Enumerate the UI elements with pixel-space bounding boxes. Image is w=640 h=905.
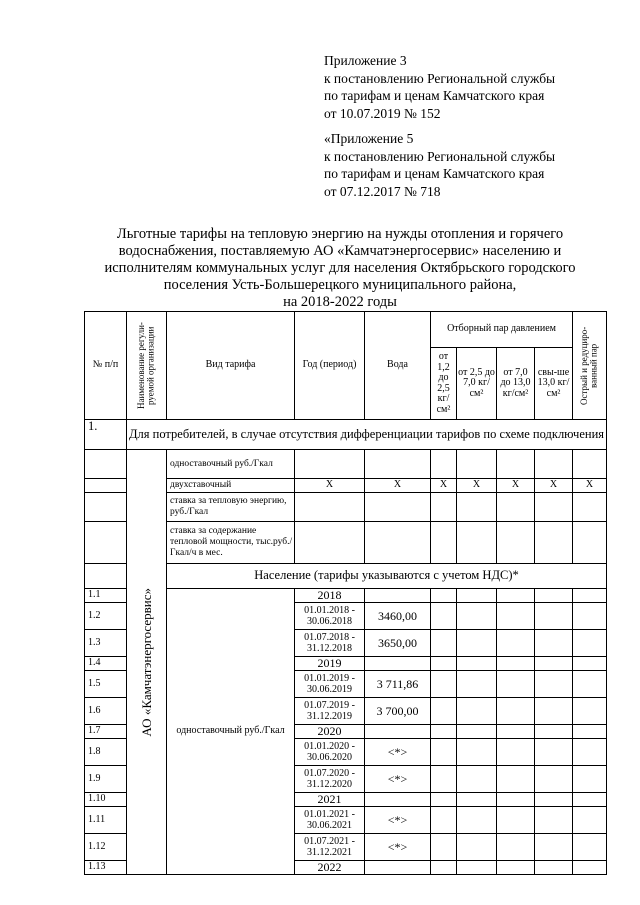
x-mark: X xyxy=(573,479,607,493)
row-num: 1.10 xyxy=(85,793,127,807)
header-pressure-4: свы-ше 13,0 кг/см² xyxy=(535,348,573,420)
row-period: 2020 xyxy=(295,725,365,739)
row-period: 2018 xyxy=(295,589,365,603)
energy-rate-label: ставка за тепловую энергию, руб./Гкал xyxy=(167,493,295,522)
row-num: 1.4 xyxy=(85,657,127,671)
capacity-rate-label: ставка за содержание тепловой мощности, тыс.руб./Гкал/ч в мес. xyxy=(167,522,295,564)
row-period: 01.07.2020 - 31.12.2020 xyxy=(295,766,365,793)
appendix-line: Приложение 3 xyxy=(324,53,407,68)
x-mark: X xyxy=(431,479,457,493)
section-label: Для потребителей, в случае отсутствия дифференциации тарифов по схеме подключения xyxy=(127,420,607,450)
document-title xyxy=(80,226,600,311)
population-tariff-label: одноставочный руб./Гкал xyxy=(167,589,295,875)
header-pressure-2: от 2,5 до 7,0 кг/см² xyxy=(457,348,497,420)
appendix-line: к постановлению Региональной службы xyxy=(324,70,556,86)
row-value xyxy=(365,589,431,603)
row-value xyxy=(365,657,431,671)
org-name-cell: АО «Камчатэнергосервис» xyxy=(127,450,167,875)
empty-cell xyxy=(85,479,127,493)
appendix-5-block xyxy=(324,130,624,200)
row-value: 3 700,00 xyxy=(365,698,431,725)
title-line: исполнителям коммунальных услуг для населения Октябрьского городского xyxy=(104,260,576,276)
row-num: 1.12 xyxy=(85,834,127,861)
x-mark: X xyxy=(365,479,431,493)
row-num: 1.11 xyxy=(85,807,127,834)
title-line: поселения Усть-Большерецкого муниципального района, xyxy=(163,277,517,293)
appendix-3-block xyxy=(324,52,624,122)
tariff-table xyxy=(84,311,607,875)
row-period: 2019 xyxy=(295,657,365,671)
appendix-line: от 07.12.2017 № 718 xyxy=(324,183,441,199)
row-num: 1.13 xyxy=(85,861,127,875)
header-steam: Отборный пар давлением xyxy=(431,312,573,348)
row-value: 3650,00 xyxy=(365,630,431,657)
row-period: 01.07.2018 - 31.12.2018 xyxy=(295,630,365,657)
row-period: 01.07.2021 - 31.12.2021 xyxy=(295,834,365,861)
title-line: Льготные тарифы на тепловую энергию на нужды отопления и горячего xyxy=(116,226,564,242)
header-water: Вода xyxy=(365,312,431,420)
row-value: <*> xyxy=(365,807,431,834)
row-period: 01.01.2018 - 30.06.2018 xyxy=(295,603,365,630)
double-rate-label: двухставочный xyxy=(167,479,295,493)
title-line: водоснабжения, поставляемую АО «Камчатэнергосервис» населению и xyxy=(118,243,562,259)
appendix-line: «Приложение 5 xyxy=(324,131,414,146)
header-num: № п/п xyxy=(85,312,127,420)
row-period: 2022 xyxy=(295,861,365,875)
appendix-line: от 10.07.2019 № 152 xyxy=(324,105,441,121)
row-period: 01.01.2020 - 30.06.2020 xyxy=(295,739,365,766)
title-line: на 2018-2022 годы xyxy=(283,294,397,310)
row-num: 1.1 xyxy=(85,589,127,603)
appendix-line: по тарифам и ценам Камчатского края xyxy=(324,166,545,181)
population-label: Население (тарифы указываются с учетом НДС)* xyxy=(167,564,607,589)
row-num: 1.9 xyxy=(85,766,127,793)
row-num: 1.6 xyxy=(85,698,127,725)
header-org: Наименование регули-руемой организации xyxy=(127,312,167,420)
row-value: <*> xyxy=(365,834,431,861)
row-value xyxy=(365,725,431,739)
x-mark: X xyxy=(457,479,497,493)
row-num: 1.5 xyxy=(85,671,127,698)
row-period: 01.07.2019 - 31.12.2019 xyxy=(295,698,365,725)
row-value xyxy=(365,793,431,807)
row-period: 01.01.2019 - 30.06.2019 xyxy=(295,671,365,698)
empty-cell xyxy=(85,450,127,479)
header-period: Год (период) xyxy=(295,312,365,420)
row-value: 3 711,86 xyxy=(365,671,431,698)
row-value: 3460,00 xyxy=(365,603,431,630)
header-tariff-type: Вид тарифа xyxy=(167,312,295,420)
row-period: 01.01.2021 - 30.06.2021 xyxy=(295,807,365,834)
row-value: <*> xyxy=(365,739,431,766)
row-num: 1.7 xyxy=(85,725,127,739)
header-pressure-1: от 1,2 до 2,5 кг/см² xyxy=(431,348,457,420)
appendix-line: по тарифам и ценам Камчатского края xyxy=(324,88,545,103)
empty-cell xyxy=(85,564,127,589)
header-sharp-steam: Острый и редуциро-ванный пар xyxy=(573,312,607,420)
empty-cell xyxy=(85,522,127,564)
x-mark: X xyxy=(497,479,535,493)
x-mark: X xyxy=(295,479,365,493)
x-mark: X xyxy=(535,479,573,493)
row-value: <*> xyxy=(365,766,431,793)
row-num: 1.3 xyxy=(85,630,127,657)
row-num: 1.8 xyxy=(85,739,127,766)
single-rate-label: одноставочный руб./Гкал xyxy=(167,450,295,479)
row-value xyxy=(365,861,431,875)
section-num: 1. xyxy=(85,420,127,450)
appendix-line: к постановлению Региональной службы xyxy=(324,148,556,164)
row-period: 2021 xyxy=(295,793,365,807)
header-pressure-3: от 7,0 до 13,0 кг/см² xyxy=(497,348,535,420)
row-num: 1.2 xyxy=(85,603,127,630)
empty-cell xyxy=(85,493,127,522)
